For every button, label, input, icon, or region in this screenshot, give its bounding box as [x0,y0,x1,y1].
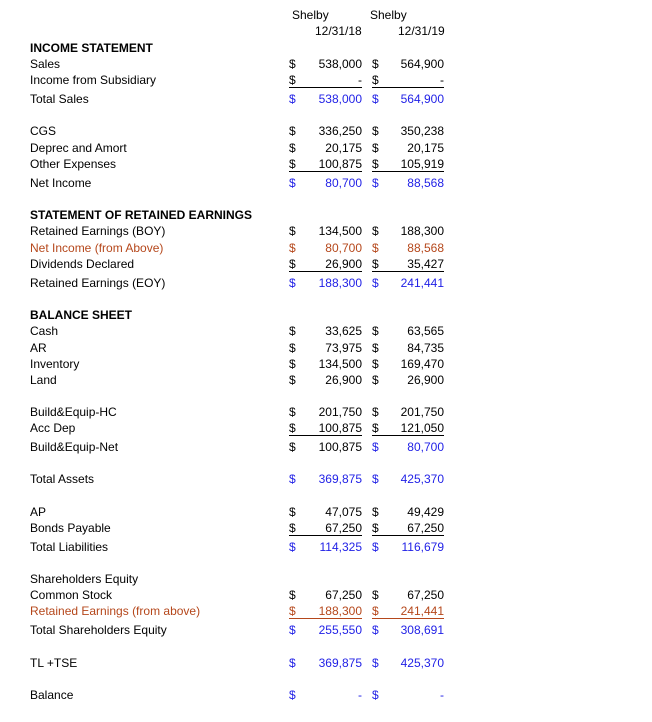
column-header-2-name: Shelby [370,8,407,22]
currency-symbol: $ [289,421,296,435]
currency-symbol: $ [372,604,379,618]
amount: 425,370 [400,656,444,670]
currency-symbol: $ [372,257,379,271]
value-cell-2018 [289,91,362,106]
row-label: Common Stock [30,588,113,602]
currency-symbol: $ [372,373,379,387]
statement-row [0,91,652,107]
amount: 188,300 [318,276,362,290]
amount: 564,900 [400,92,444,106]
row-label: CGS [30,124,57,138]
amount: 201,750 [400,405,444,419]
amount: 80,700 [407,440,444,454]
currency-symbol: $ [289,656,296,670]
amount: 35,427 [407,257,444,271]
row-label: Balance [30,688,74,702]
currency-symbol: $ [372,421,379,435]
statement-row [0,520,652,536]
statement-row [0,622,652,638]
value-cell-2018 [289,504,362,519]
value-cell-2018 [289,587,362,602]
currency-symbol: $ [372,341,379,355]
currency-symbol: $ [289,521,296,535]
currency-symbol: $ [372,141,379,155]
currency-symbol: $ [289,540,296,554]
value-cell-2019 [372,275,444,290]
currency-symbol: $ [289,324,296,338]
statement-row [0,240,652,256]
currency-symbol: $ [372,505,379,519]
value-cell-2019 [372,356,444,371]
value-cell-2018 [289,140,362,155]
amount: 80,700 [325,176,362,190]
statement-row [0,207,652,223]
amount: 80,700 [325,241,362,255]
statement-row [0,372,652,388]
value-cell-2019 [372,223,444,238]
value-cell-2019 [372,340,444,355]
amount: 241,441 [400,604,444,618]
row-label: Total Liabilities [30,540,109,554]
value-cell-2019 [372,372,444,387]
statement-row [0,356,652,372]
value-cell-2018 [289,471,362,486]
amount: 336,250 [318,124,362,138]
row-label: Land [30,373,57,387]
currency-symbol: $ [289,341,296,355]
value-cell-2019 [372,256,444,272]
currency-symbol: $ [372,224,379,238]
section-heading: STATEMENT OF RETAINED EARNINGS [30,208,252,222]
amount: 369,875 [318,472,362,486]
amount: 49,429 [407,505,444,519]
row-label: Dividends Declared [30,257,135,271]
amount: 564,900 [400,57,444,71]
amount: 134,500 [318,224,362,238]
currency-symbol: $ [289,257,296,271]
statement-row [0,404,652,420]
statement-row [0,603,652,619]
statement-row [0,56,652,72]
value-cell-2018 [289,275,362,290]
currency-symbol: $ [289,92,296,106]
currency-symbol: $ [289,141,296,155]
statement-row [0,471,652,487]
statement-row [0,420,652,436]
amount: 100,875 [318,440,362,454]
amount: 88,568 [407,241,444,255]
value-cell-2019 [372,520,444,536]
currency-symbol: $ [372,276,379,290]
row-label: Retained Earnings (EOY) [30,276,166,290]
statement-row [0,256,652,272]
value-cell-2019 [372,175,444,190]
value-cell-2018 [289,439,362,454]
amount: 201,750 [318,405,362,419]
row-label: Retained Earnings (BOY) [30,224,166,238]
currency-symbol: $ [289,440,296,454]
currency-symbol: $ [372,623,379,637]
statement-row [0,175,652,191]
column-header-1-date: 12/31/18 [315,24,362,38]
currency-symbol: $ [372,405,379,419]
value-cell-2018 [289,72,362,88]
currency-symbol: $ [372,521,379,535]
row-label: Bonds Payable [30,521,111,535]
row-label: Build&Equip-Net [30,440,119,454]
currency-symbol: $ [372,656,379,670]
currency-symbol: $ [372,324,379,338]
amount: 20,175 [407,141,444,155]
statement-row [0,156,652,172]
statement-row [0,655,652,671]
amount: 100,875 [318,421,362,435]
amount: 67,250 [325,521,362,535]
amount: 26,900 [407,373,444,387]
statement-row [0,223,652,239]
value-cell-2019 [372,539,444,554]
statement-row [0,539,652,555]
amount: 100,875 [318,157,362,171]
row-label: Retained Earnings (from above) [30,604,201,618]
value-cell-2018 [289,256,362,272]
row-label: AR [30,341,47,355]
value-cell-2019 [372,504,444,519]
value-cell-2019 [372,140,444,155]
currency-symbol: $ [289,73,296,87]
value-cell-2018 [289,323,362,338]
value-cell-2018 [289,223,362,238]
amount: - [358,73,362,87]
currency-symbol: $ [289,224,296,238]
statement-row [0,571,652,587]
row-label: Total Sales [30,92,89,106]
row-label: Build&Equip-HC [30,405,117,419]
currency-symbol: $ [372,124,379,138]
currency-symbol: $ [372,73,379,87]
value-cell-2018 [289,56,362,71]
statement-row [0,439,652,455]
value-cell-2019 [372,72,444,88]
value-cell-2018 [289,240,362,255]
currency-symbol: $ [372,157,379,171]
amount: 188,300 [400,224,444,238]
row-label: Acc Dep [30,421,76,435]
column-header-1-name: Shelby [292,8,329,22]
value-cell-2018 [289,520,362,536]
value-cell-2018 [289,356,362,371]
row-label: Sales [30,57,61,71]
column-header-2-date: 12/31/19 [398,24,445,38]
value-cell-2019 [372,404,444,419]
amount: 73,975 [325,341,362,355]
amount: 538,000 [318,92,362,106]
amount: 105,919 [400,157,444,171]
value-cell-2019 [372,622,444,637]
value-cell-2018 [289,372,362,387]
amount: 67,250 [407,588,444,602]
value-cell-2018 [289,687,362,702]
statement-row [0,123,652,139]
row-label: Deprec and Amort [30,141,127,155]
currency-symbol: $ [372,588,379,602]
currency-symbol: $ [289,276,296,290]
statement-row [0,323,652,339]
row-label: Net Income [30,176,92,190]
currency-symbol: $ [289,405,296,419]
amount: - [440,73,444,87]
section-heading: BALANCE SHEET [30,308,133,322]
currency-symbol: $ [289,688,296,702]
value-cell-2019 [372,420,444,436]
value-cell-2019 [372,240,444,255]
value-cell-2019 [372,323,444,338]
value-cell-2018 [289,340,362,355]
currency-symbol: $ [372,540,379,554]
currency-symbol: $ [289,472,296,486]
currency-symbol: $ [289,505,296,519]
amount: 255,550 [318,623,362,637]
amount: 88,568 [407,176,444,190]
value-cell-2019 [372,603,444,619]
amount: 63,565 [407,324,444,338]
statement-row [0,72,652,88]
currency-symbol: $ [289,241,296,255]
amount: 350,238 [400,124,444,138]
value-cell-2018 [289,156,362,172]
statement-row [0,275,652,291]
row-label: Total Shareholders Equity [30,623,167,637]
amount: 20,175 [325,141,362,155]
amount: 538,000 [318,57,362,71]
value-cell-2019 [372,471,444,486]
row-label: Total Assets [30,472,95,486]
value-cell-2019 [372,687,444,702]
currency-symbol: $ [289,373,296,387]
currency-symbol: $ [372,57,379,71]
currency-symbol: $ [289,157,296,171]
value-cell-2018 [289,175,362,190]
amount: - [358,688,362,702]
currency-symbol: $ [289,357,296,371]
amount: 67,250 [325,588,362,602]
value-cell-2018 [289,123,362,138]
amount: 67,250 [407,521,444,535]
section-heading: INCOME STATEMENT [30,41,153,55]
statement-row [0,687,652,703]
statement-row [0,307,652,323]
amount: 84,735 [407,341,444,355]
amount: 121,050 [400,421,444,435]
amount: - [440,688,444,702]
currency-symbol: $ [289,176,296,190]
currency-symbol: $ [372,176,379,190]
amount: 369,875 [318,656,362,670]
currency-symbol: $ [372,688,379,702]
amount: 33,625 [325,324,362,338]
currency-symbol: $ [289,588,296,602]
currency-symbol: $ [372,472,379,486]
statement-row [0,504,652,520]
row-label: Cash [30,324,59,338]
value-cell-2018 [289,539,362,554]
row-label: AP [30,505,47,519]
value-cell-2018 [289,655,362,670]
row-label: Shareholders Equity [30,572,139,586]
value-cell-2018 [289,622,362,637]
currency-symbol: $ [289,57,296,71]
amount: 241,441 [400,276,444,290]
value-cell-2018 [289,404,362,419]
amount: 169,470 [400,357,444,371]
row-label: Other Expenses [30,157,117,171]
statement-row [0,140,652,156]
value-cell-2019 [372,655,444,670]
row-label: TL +TSE [30,656,78,670]
value-cell-2018 [289,420,362,436]
value-cell-2018 [289,603,362,619]
amount: 425,370 [400,472,444,486]
amount: 116,679 [401,540,444,554]
value-cell-2019 [372,91,444,106]
statement-row [0,587,652,603]
currency-symbol: $ [372,92,379,106]
currency-symbol: $ [289,604,296,618]
value-cell-2019 [372,587,444,602]
currency-symbol: $ [372,241,379,255]
amount: 134,500 [318,357,362,371]
value-cell-2019 [372,439,444,454]
value-cell-2019 [372,123,444,138]
amount: 114,325 [319,540,362,554]
currency-symbol: $ [372,440,379,454]
currency-symbol: $ [289,623,296,637]
row-label: Net Income (from Above) [30,241,164,255]
amount: 26,900 [325,373,362,387]
statement-row [0,40,652,56]
currency-symbol: $ [372,357,379,371]
amount: 308,691 [400,623,444,637]
value-cell-2019 [372,156,444,172]
amount: 188,300 [318,604,362,618]
currency-symbol: $ [289,124,296,138]
statement-row [0,340,652,356]
value-cell-2019 [372,56,444,71]
row-label: Inventory [30,357,80,371]
amount: 26,900 [325,257,362,271]
amount: 47,075 [325,505,362,519]
row-label: Income from Subsidiary [30,73,157,87]
